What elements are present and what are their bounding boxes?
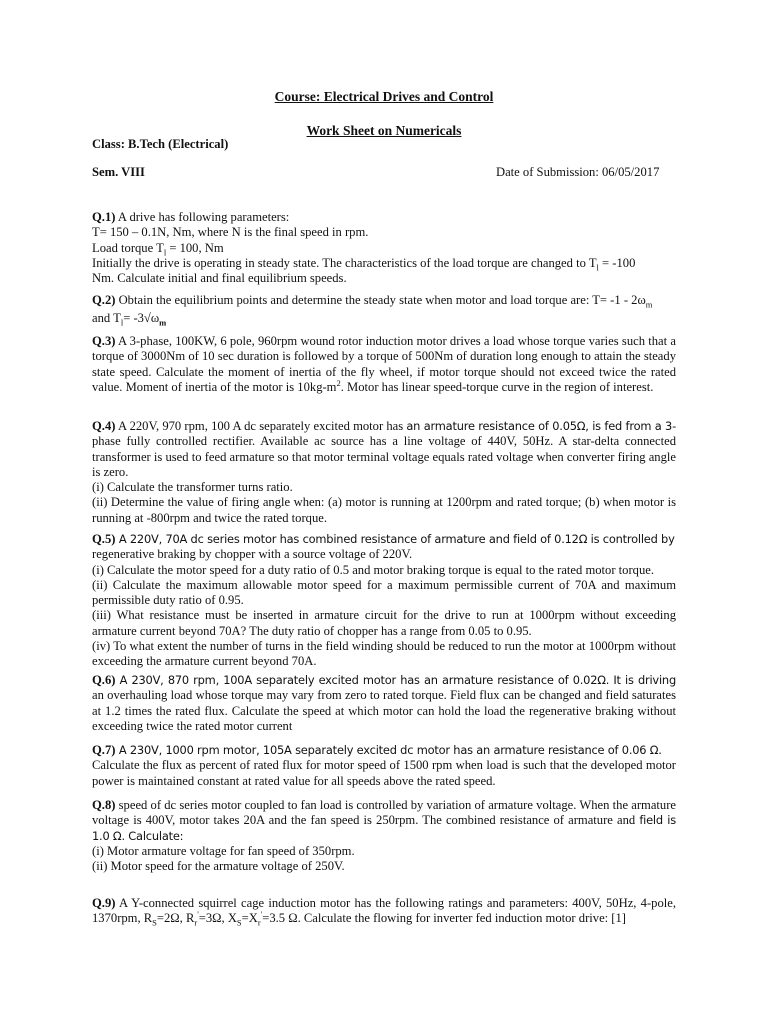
question-3: Q.3) A 3-phase, 100KW, 6 pole, 960rpm wound rotor induction motor drives a load whose torque varies such that a torque of 3000Nm of 10 sec duration is followed by a torque of 500Nm of duration long enough to attain the steady state speed. Calculate the moment of inertia of the fly wheel, if motor torque should not exceed twice the rated value. Moment of inertia of the motor is $10kg-m^2$. Motor has linear speed-torque curve in the region of interest. bbox=[92, 334, 676, 394]
class-label: Class: B.Tech (Electrical) bbox=[92, 137, 229, 151]
question-1: Q.1) A drive has following parameters: T= 150 – 0.1N, Nm, where N is the final speed in rpm. Load torque $T_l = 100$, Nm Initially the drive is operating in steady state. The characteristics of the load torque are changed to $T_l = -100$ Nm. Calculate initial and final equilibrium speeds. bbox=[92, 210, 636, 286]
question-4: Q.4) A 220V, 970 rpm, 100 A dc separately excited motor has an armature resistance of 0.05Ω, is fed from a 3-phase fully controlled rectifier. Available ac source has a line voltage of 440V, 50Hz. A star-delta connected transformer is used to feed armature so that motor terminal voltage equals rated voltage when converter firing angle is zero. (i) Calculate the transformer turns ratio. (ii) Determine the value of firing angle when: (a) motor is running at 1200rpm and rated torque; (b) when motor is running at -800rpm and twice the rated torque. bbox=[92, 419, 676, 525]
question-8: Q.8) speed of dc series motor coupled to fan load is controlled by variation of armature voltage. When the armature voltage is 400V, motor takes 20A and the fan speed is 250rpm. The combined resistance of armature and field is 1.0 Ω. Calculate: (i) Motor armature voltage for fan speed of 350rpm. (ii) Motor speed for the armature voltage of 250V. bbox=[92, 798, 676, 874]
semester-label: Sem. VIII bbox=[92, 165, 145, 179]
question-number: Q.1) bbox=[92, 210, 116, 224]
question-9: Q.9) A Y-connected squirrel cage induction motor has the following ratings and parameters: 400V, 50Hz, 4-pole, 1370rpm, $R_S=2\Omega$, $R_r'=3\Omega$, $X_S=X_r'=3.5$ Ω. Calculate the flowing for inverter fed induction motor drive: [1] bbox=[92, 896, 676, 928]
worksheet-title: Work Sheet on Numericals bbox=[306, 123, 462, 138]
question-6: Q.6) A 230V, 870 rpm, 100A separately excited motor has an armature resistance of 0.02Ω. It is driving an overhauling load whose torque may vary from zero to rated torque. Field flux can be changed and field saturates at 1.2 times the rated flux. Calculate the speed at which motor can hold the load the regenerative braking without exceeding twice the rated motor current bbox=[92, 673, 676, 733]
submission-date: Date of Submission: 06/05/2017 bbox=[496, 165, 660, 179]
course-title: Course: Electrical Drives and Control bbox=[274, 89, 494, 104]
question-2: Q.2) Obtain the equilibrium points and determine the steady state when motor and load torque are: $T= -1 - 2\omega_m$ and $T_l= -3√\omega_m$ bbox=[92, 293, 653, 328]
question-7: Q.7) A 230V, 1000 rpm motor, 105A separately excited dc motor has an armature resistance of 0.06 Ω. Calculate the flux as percent of rated flux for motor speed of 1500 rpm when load is such that the developed motor power is maintained constant at rated value for all speeds above the rated speed. bbox=[92, 743, 676, 788]
question-5: Q.5) A 220V, 70A dc series motor has combined resistance of armature and field of 0.12Ω is controlled by regenerative braking by chopper with a source voltage of 220V. (i) Calculate the motor speed for a duty ratio of 0.5 and motor braking torque is equal to the rated motor torque. (ii) Calculate the maximum allowable motor speed for a maximum permissible current of 70A and maximum permissible duty ratio of 0.95. (iii) What resistance must be inserted in armature circuit for the drive to run at 1000rpm without exceeding armature current beyond 70A? The duty ratio of chopper has a range from 0.05 to 0.95. (iv) To what extent the number of turns in the field winding should be reduced to run the motor at 1000rpm without exceeding the armature current beyond 70A. bbox=[92, 532, 676, 669]
